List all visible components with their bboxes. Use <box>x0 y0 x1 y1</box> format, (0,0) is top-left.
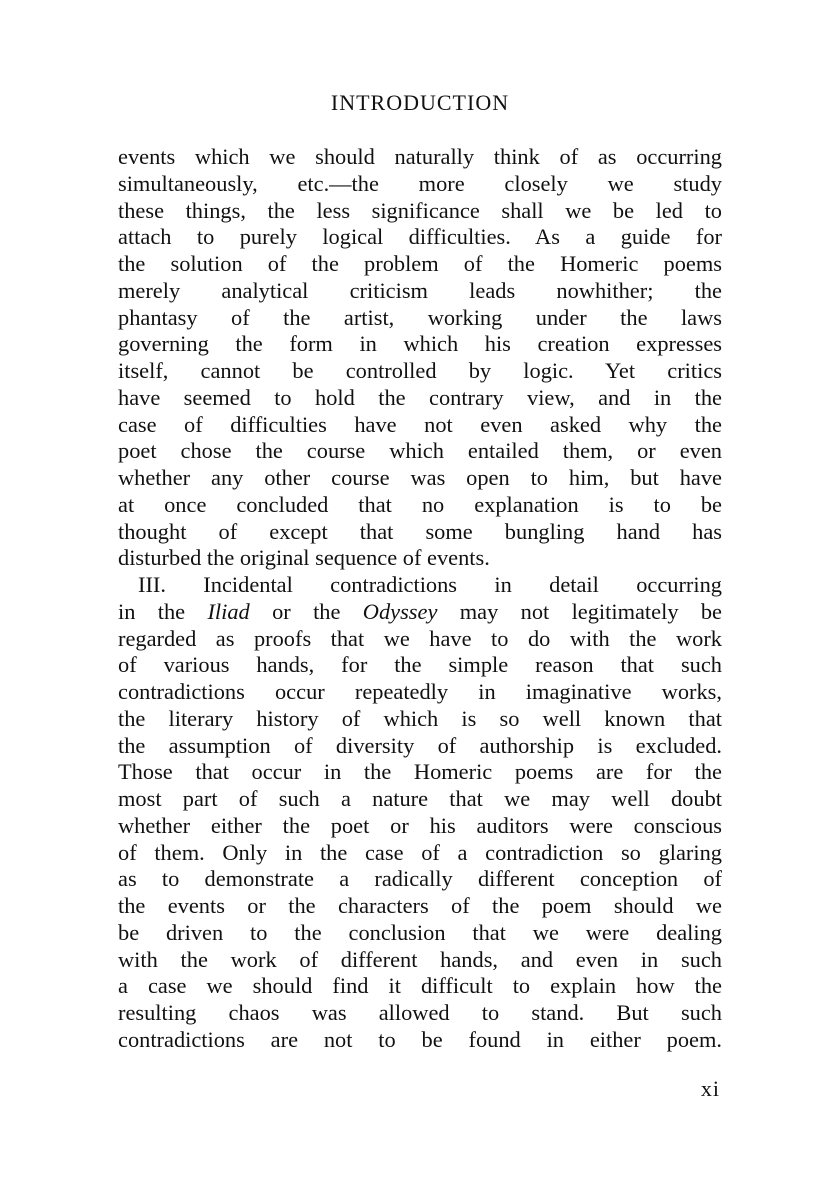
text-line: of them. Only in the case of a contradiction so glaring <box>118 839 722 865</box>
text-line: contradictions are not to be found in either poem. <box>118 1026 722 1052</box>
text-line: at once concluded that no explanation is to be <box>118 491 722 517</box>
text-line: III. Incidental contradictions in detail occurring <box>138 572 722 597</box>
text-line: governing the form in which his creation expresses <box>118 331 722 357</box>
text-line: the solution of the problem of the Homeric poems <box>118 251 722 276</box>
text-fragment: in the <box>118 598 186 624</box>
text-line: whether either the poet or his auditors were conscious <box>118 812 722 838</box>
text-line: phantasy of the artist, working under the laws <box>118 304 722 330</box>
text-line: Those that occur in the Homeric poems are for the <box>118 759 722 785</box>
text-line: of various hands, for the simple reason that such <box>118 652 722 678</box>
work-title-iliad: Iliad <box>207 598 250 624</box>
text-line: itself, cannot be controlled by logic. Yet critics <box>118 358 722 383</box>
text-line: simultaneously, etc.—the more closely we study <box>118 170 722 196</box>
text-line: merely analytical criticism leads nowhither; the <box>118 277 722 303</box>
text-line: resulting chaos was allowed to stand. But such <box>118 1000 722 1025</box>
text-line: poet chose the course which entailed them, or even <box>118 438 722 464</box>
text-line: a case we should find it difficult to explain how the <box>118 973 722 999</box>
text-line-with-titles <box>118 599 722 626</box>
text-fragment: may not legitimately be <box>459 598 722 624</box>
text-line: regarded as proofs that we have to do with the work <box>118 625 722 651</box>
text-line: have seemed to hold the contrary view, and in the <box>118 384 722 410</box>
text-line: contradictions occur repeatedly in imaginative works, <box>118 679 722 704</box>
body-text <box>118 144 722 1054</box>
text-line: events which we should naturally think of as occurring <box>118 144 722 169</box>
text-line: with the work of different hands, and even in such <box>118 946 722 972</box>
text-line: the literary history of which is so well known that <box>118 705 722 731</box>
text-line: whether any other course was open to him, but have <box>118 465 722 490</box>
work-title-odyssey: Odyssey <box>362 598 438 624</box>
text-fragment: or the <box>272 598 341 624</box>
text-line: as to demonstrate a radically different conception of <box>118 866 722 892</box>
text-line: case of difficulties have not even asked why the <box>118 411 722 437</box>
page-number: xi <box>700 1076 720 1101</box>
text-line: disturbed the original sequence of events. <box>118 545 490 571</box>
text-line: these things, the less significance shall we be led to <box>118 197 722 223</box>
text-line: thought of except that some bungling hand has <box>118 518 722 544</box>
text-line: most part of such a nature that we may well doubt <box>118 786 722 811</box>
text-line: be driven to the conclusion that we were dealing <box>118 919 722 945</box>
text-line: the events or the characters of the poem should we <box>118 893 722 918</box>
text-line: attach to purely logical difficulties. As a guide for <box>118 224 722 250</box>
running-head: INTRODUCTION <box>330 90 510 115</box>
text-line: the assumption of diversity of authorship is excluded. <box>118 732 722 758</box>
